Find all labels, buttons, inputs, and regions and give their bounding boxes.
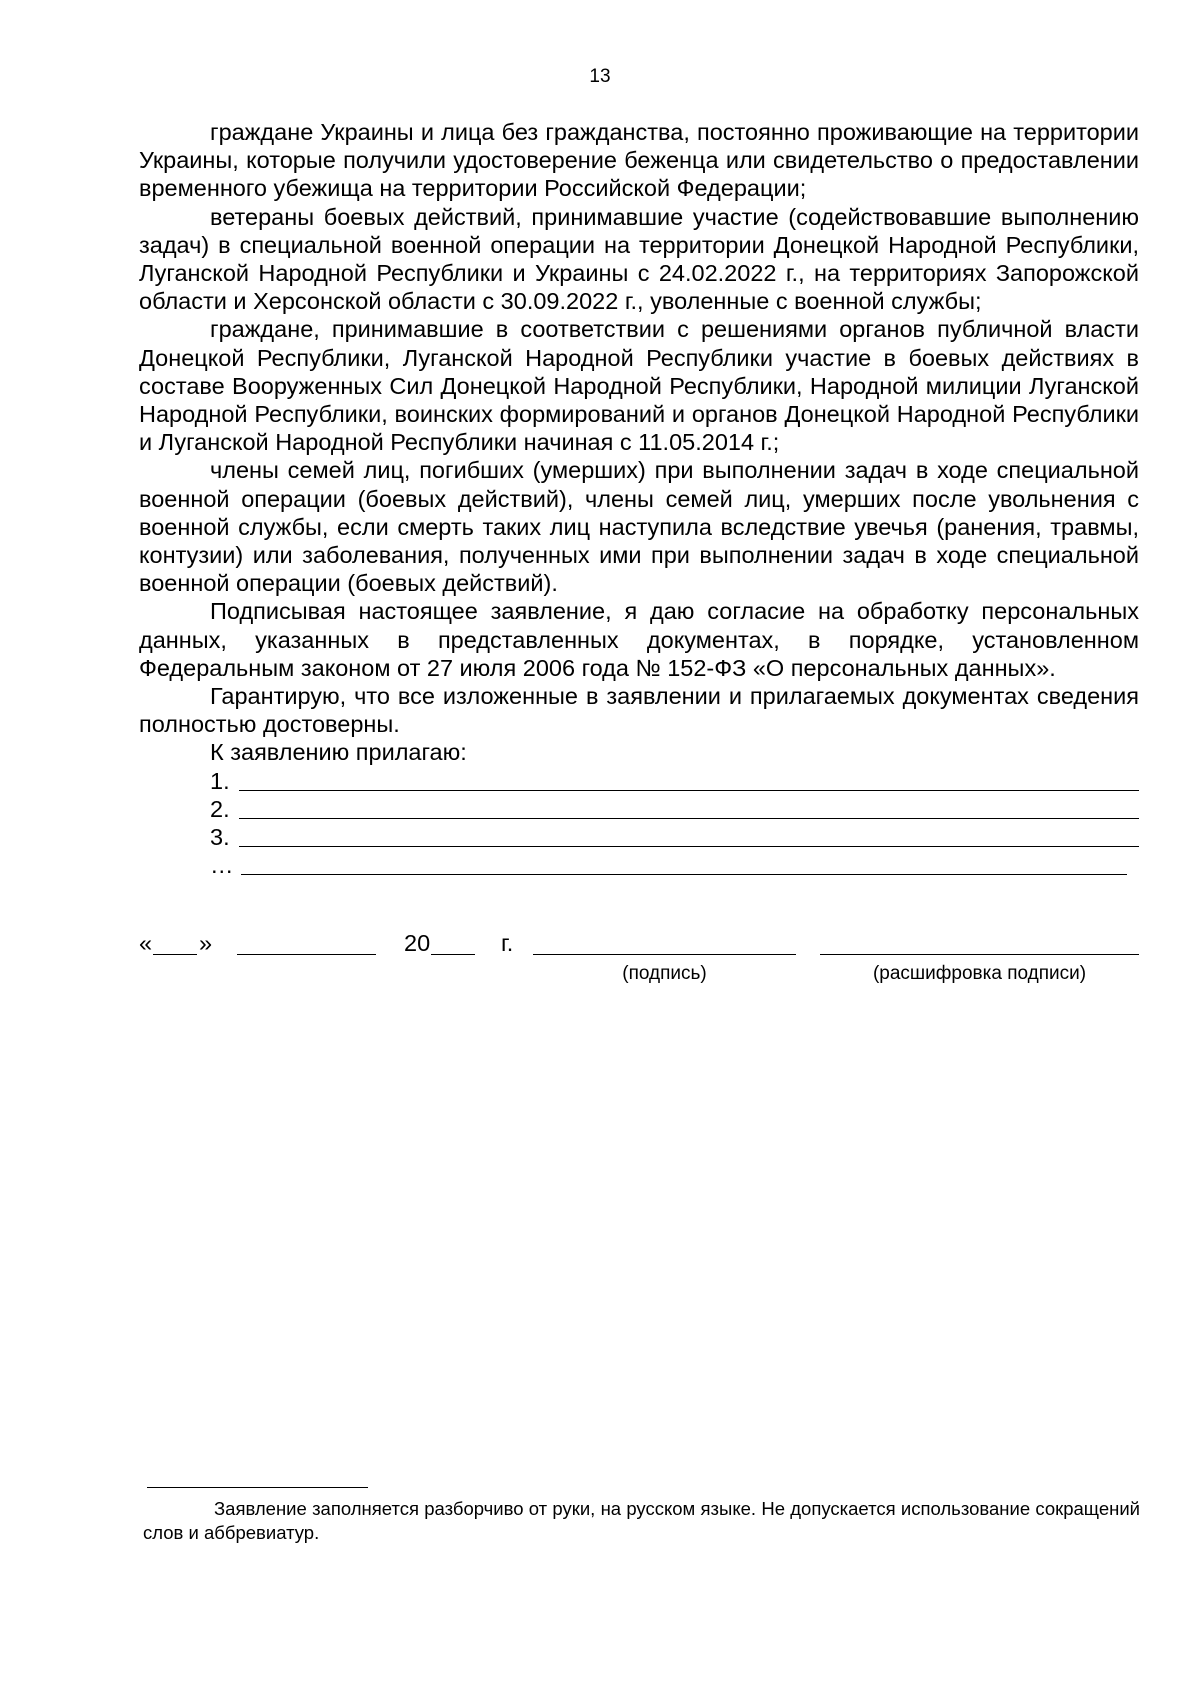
signature-row xyxy=(139,930,1139,1000)
paragraph-family-members: члены семей лиц, погибших (умерших) при выполнении задач в ходе специальной военной операции (боевых действий), члены семей лиц, умерших после увольнения с военной службы, если смерть таких лиц наступила вследствие увечья (ранения, травмы, контузии) или заболевания, полученных ими при выполнении задач в ходе специальной военной операции (боевых действий). xyxy=(139,457,1139,597)
signature-caption: (подпись) xyxy=(622,963,707,984)
date-quote-open: « xyxy=(139,930,153,956)
footnote: Заявление заполняется разборчиво от руки, на русском языке. Не допускается использование сокращений слов и аббревиатур. xyxy=(143,1498,1140,1543)
attachment-blank-field[interactable] xyxy=(241,874,1127,875)
footnote-separator xyxy=(147,1487,368,1488)
year-prefix: 20 xyxy=(404,930,431,956)
year-suffix: г. xyxy=(501,930,514,956)
signature-decoding-caption: (расшифровка подписи) xyxy=(872,963,1087,984)
attachments-intro: К заявлению прилагаю: xyxy=(210,739,467,766)
month-blank-field[interactable] xyxy=(237,954,376,955)
attachment-blank-field[interactable] xyxy=(239,790,1139,791)
signature-decoding-blank-field[interactable] xyxy=(820,954,1139,955)
attachment-ellipsis: … xyxy=(210,852,234,879)
signature-blank-field[interactable] xyxy=(533,954,796,955)
attachment-blank-field[interactable] xyxy=(239,846,1139,847)
paragraph-veterans: ветераны боевых действий, принимавшие участие (содействовавшие выполнению задач) в специальной военной операции на территории Донецкой Народной Республики, Луганской Народной Республики и Украины с 24.02.2022 г., на территориях Запорожской области и Херсонской области с 30.09.2022 г., уволенные с военной службы; xyxy=(139,203,1139,315)
attachment-number: 3. xyxy=(210,824,230,851)
attachment-number: 2. xyxy=(210,795,230,822)
paragraph-guarantee: Гарантирую, что все изложенные в заявлении и прилагаемых документах сведения полностью достоверны. xyxy=(139,683,1139,738)
attachment-line-2[interactable] xyxy=(139,795,1139,823)
document-body xyxy=(139,118,1139,879)
attachment-blank-field[interactable] xyxy=(239,818,1139,819)
paragraph-dnr-lnr-citizens: граждане, принимавшие в соответствии с решениями органов публичной власти Донецкой Республики, Луганской Народной Республики участие в боевых действиях в составе Вооруженных Сил Донецкой Народной Республики, Народной милиции Луганской Народной Республики, воинских формирований и органов Донецкой Народной Республики и Луганской Народной Республики начиная с 11.05.2014 г.; xyxy=(139,316,1139,456)
day-blank-field[interactable] xyxy=(153,954,197,955)
attachment-line-3[interactable] xyxy=(139,823,1139,851)
year-blank-field[interactable] xyxy=(431,954,475,955)
date-quote-close: » xyxy=(199,930,213,956)
attachment-number: 1. xyxy=(210,767,230,794)
attachment-line-1[interactable] xyxy=(139,767,1139,795)
attachment-line-more[interactable] xyxy=(139,851,1139,879)
page-number: 13 xyxy=(589,66,611,87)
paragraph-refugees: граждане Украины и лица без гражданства, постоянно проживающие на территории Украины, которые получили удостоверение беженца или свидетельство о предоставлении временного убежища на территории Российской Федерации; xyxy=(139,119,1139,202)
paragraph-personal-data-consent: Подписывая настоящее заявление, я даю согласие на обработку персональных данных, указанных в представленных документах, в порядке, установленном Федеральным законом от 27 июля 2006 года № 152-ФЗ «О персональных данных». xyxy=(139,598,1139,681)
